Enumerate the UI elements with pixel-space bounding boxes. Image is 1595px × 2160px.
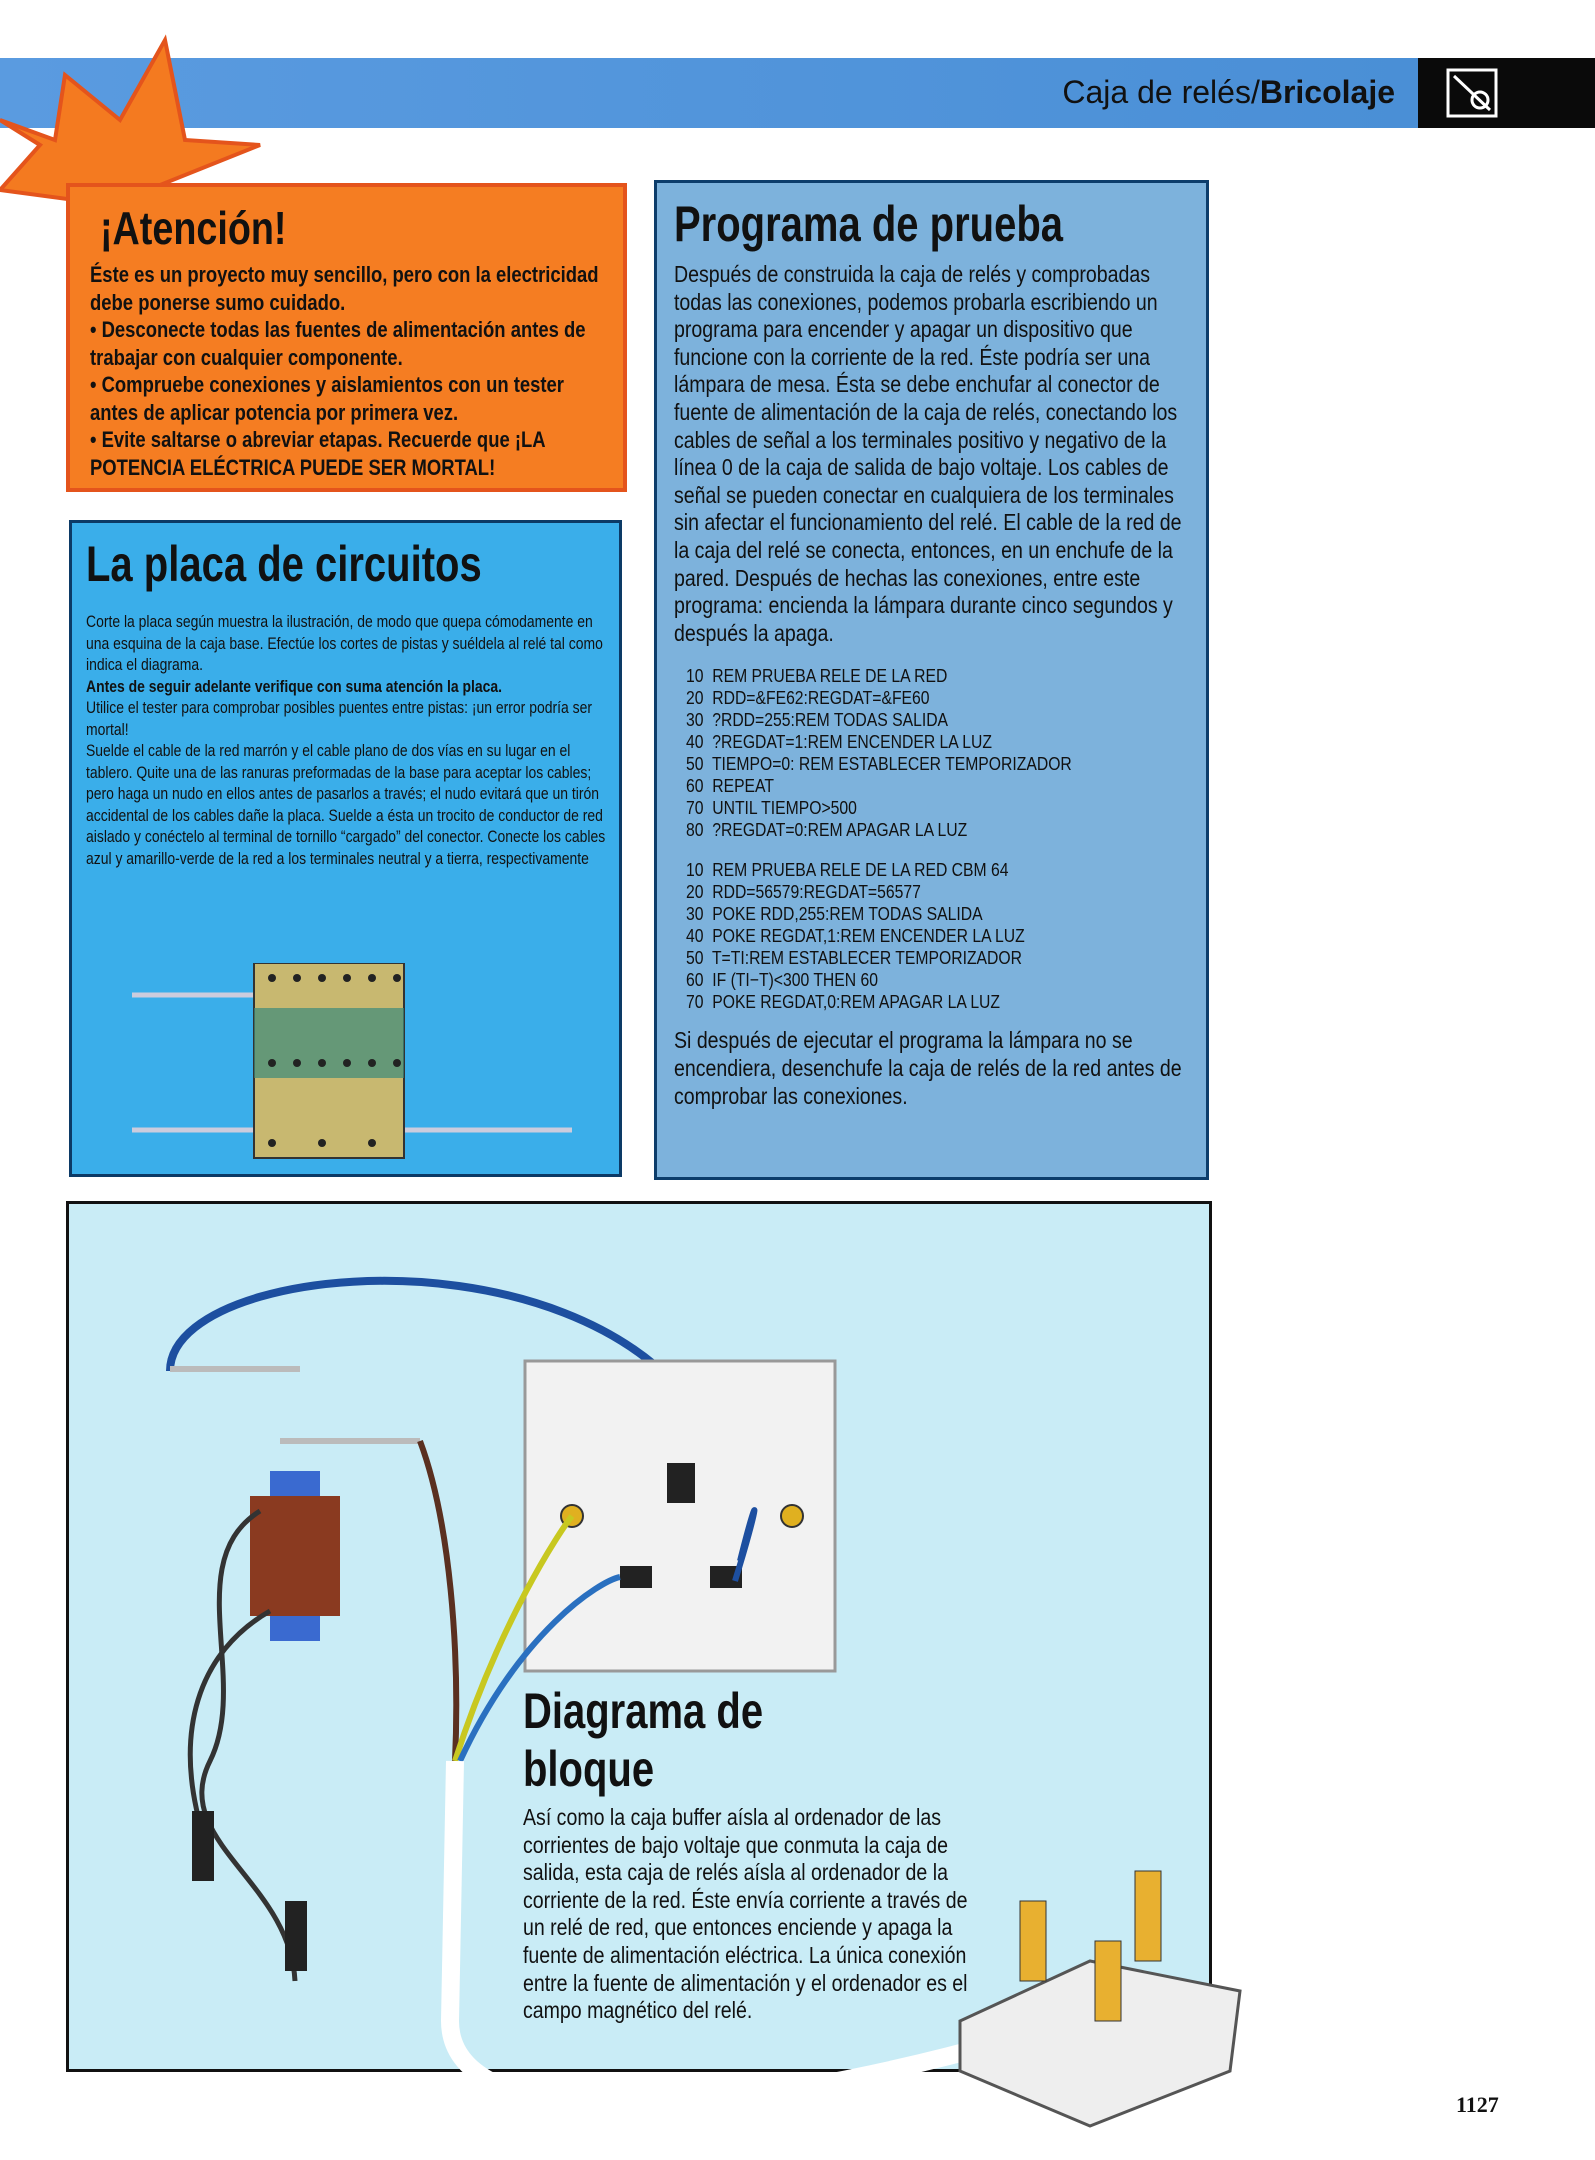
- code-line: 30 ?RDD=255:REM TODAS SALIDA: [686, 709, 949, 731]
- circuit-board-box: [69, 520, 622, 1177]
- code-listing-cbm: [686, 859, 1203, 1013]
- running-header: [1062, 74, 1395, 111]
- attention-text: Éste es un proyecto muy sencillo, pero con la electricidad debe ponerse sumo cuidado.: [90, 262, 599, 315]
- attention-box: [66, 183, 627, 492]
- code-line: 80 ?REGDAT=0:REM APAGAR LA LUZ: [686, 819, 968, 841]
- stripboard-illustration: [132, 963, 572, 1163]
- circuit-board-title: La placa de circuitos: [86, 536, 482, 592]
- code-line: 50 TIEMPO=0: REM ESTABLECER TEMPORIZADOR: [686, 753, 1072, 775]
- code-line: 50 T=TI:REM ESTABLECER TEMPORIZADOR: [686, 947, 1022, 969]
- code-line: 70 UNTIL TIEMPO>500: [686, 797, 857, 819]
- test-program-title: Programa de prueba: [674, 196, 1064, 252]
- code-line: 10 REM PRUEBA RELE DE LA RED: [686, 665, 948, 687]
- code-line: 40 ?REGDAT=1:REM ENCENDER LA LUZ: [686, 731, 993, 753]
- block-diagram-text: Así como la caja buffer aísla al ordenador de las corrientes de bajo voltaje que conmuta la caja de salida, esta caja de relés aísla al ordenador de la corriente de la red. Éste envía corriente a través de un relé de red, que entonces enciende y apaga la fuente de alimentación eléctrica. La única conexión entre la fuente de alimentación y el ordenador es el campo magnético del relé.: [523, 1804, 968, 2024]
- attention-bullet: • Desconecte todas las fuentes de alimentación antes de trabajar con cualquier componente.: [90, 317, 586, 370]
- code-line: 30 POKE RDD,255:REM TODAS SALIDA: [686, 903, 983, 925]
- page-number: 1127: [1456, 2092, 1499, 2117]
- circuit-board-warning: Antes de seguir adelante verifique con suma atención la placa.: [86, 676, 503, 696]
- code-line: 10 REM PRUEBA RELE DE LA RED CBM 64: [686, 859, 1009, 881]
- circuit-board-text: Utilice el tester para comprobar posibles puentes entre pistas: ¡un error podría ser mortal!: [86, 698, 592, 739]
- category-title: Bricolaje: [1259, 74, 1395, 110]
- code-line: 20 RDD=56579:REGDAT=56577: [686, 881, 921, 903]
- test-program-intro: Después de construida la caja de relés y comprobadas todas las conexiones, podemos probarla escribiendo un programa para encender y apagar un dispositivo que funcione con la corriente de la red. Éste podría ser una lámpara de mesa. Ésta se debe enchufar al conector de fuente de alimentación de la caja de relés, conectando los cables de señal a los terminales positivo y negativo de la línea 0 de la caja de salida de bajo voltaje. Los cables de señal se pueden conectar en cualquiera de los terminales sin afectar el funcionamiento del relé. El cable de la red de la caja del relé se conecta, entonces, en un enchufe de la pared. Después de hechas las conexiones, entre este programa: encienda la lámpara durante cinco segundos y después la apaga.: [674, 261, 1182, 646]
- test-program-outro: Si después de ejecutar el programa la lámpara no se encendiera, desenchufe la caja de relés de la red antes de comprobar las conexiones.: [674, 1027, 1182, 1109]
- code-line: 60 REPEAT: [686, 775, 774, 797]
- tools-icon: [1446, 68, 1498, 118]
- code-line: 20 RDD=&FE62:REGDAT=&FE60: [686, 687, 930, 709]
- code-line: 60 IF (TI−T)<300 THEN 60: [686, 969, 878, 991]
- circuit-board-text: Corte la placa según muestra la ilustración, de modo que quepa cómodamente en una esquina de la caja base. Efectúe los cortes de pistas y suéldela al relé tal como indica el diagrama.: [86, 612, 603, 674]
- attention-bullet: • Evite saltarse o abreviar etapas. Recuerde que ¡LA POTENCIA ELÉCTRICA PUEDE SER MORTAL!: [90, 427, 545, 480]
- code-listing-bbc: [686, 665, 1203, 841]
- section-logo: [1418, 58, 1595, 128]
- code-line: 70 POKE REGDAT,0:REM APAGAR LA LUZ: [686, 991, 1001, 1013]
- section-title: Caja de relés/: [1062, 74, 1260, 110]
- circuit-board-text: Suelde el cable de la red marrón y el cable plano de dos vías en su lugar en el tablero. Quite una de las ranuras preformadas de la base para aceptar los cables; pero haga un nudo en ellos antes de pasarlos a través; el nudo evitará que un tirón accidental de los cables dañe la placa. Suelde a ésta un trocito de conductor de red aislado y conéctelo al terminal de tornillo “cargado” del conector. Conecte los cables azul y amarillo-verde de la red a los terminales neutral y a tierra, respectivamente: [86, 741, 606, 868]
- attention-title: ¡Atención!: [100, 202, 287, 254]
- block-diagram-title: Diagrama de bloque: [523, 1683, 764, 1797]
- code-line: 40 POKE REGDAT,1:REM ENCENDER LA LUZ: [686, 925, 1025, 947]
- attention-bullet: • Compruebe conexiones y aislamientos con un tester antes de aplicar potencia por primera vez.: [90, 372, 564, 425]
- block-diagram-caption: [523, 1682, 993, 2025]
- test-program-box: [654, 180, 1209, 1180]
